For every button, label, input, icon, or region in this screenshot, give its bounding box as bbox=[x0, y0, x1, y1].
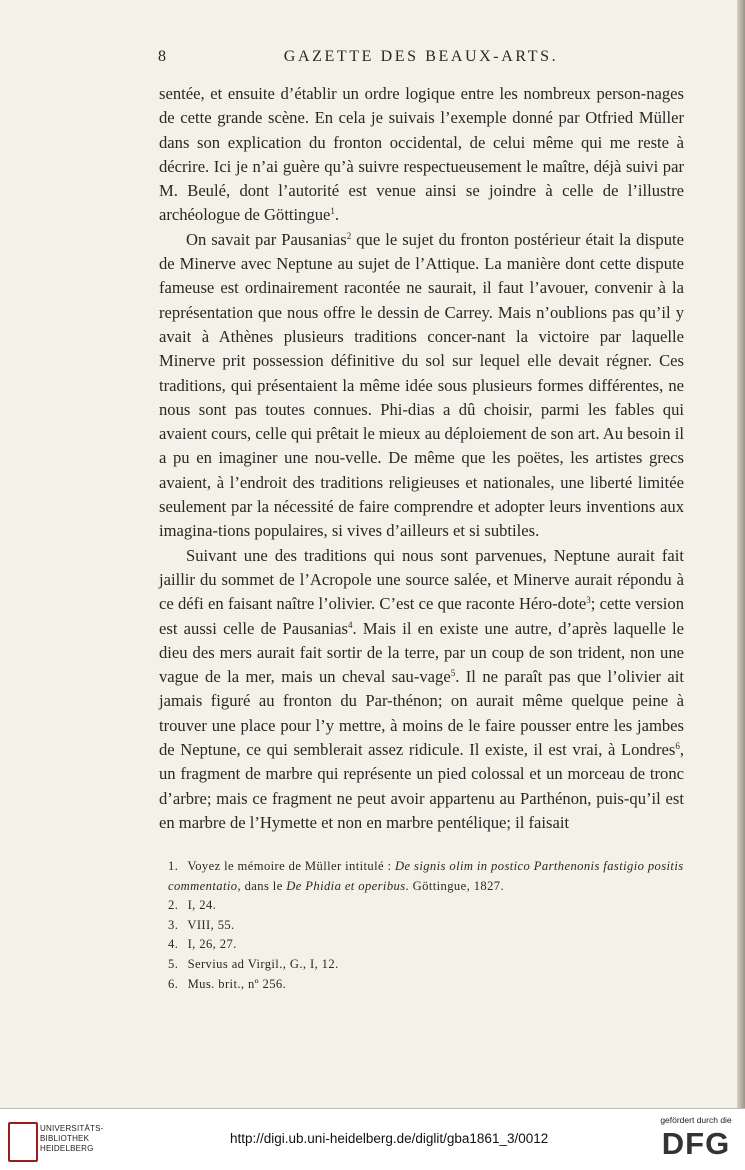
footnote-number: 3. bbox=[168, 917, 179, 932]
footer-bar bbox=[0, 1109, 745, 1170]
footnote bbox=[159, 975, 684, 995]
footnote bbox=[159, 916, 684, 936]
page-edge bbox=[737, 0, 745, 1108]
text-run: , un fragment de marbre qui représente un pied colossal et un morceau de tronc d’arbre; mais ce fragment ne peut avoir appartenu au Parthénon, puis-qu’il est en marbre de l’Hymette et non en marbre pentélique; il faisait bbox=[159, 740, 684, 832]
library-seal-icon bbox=[8, 1122, 38, 1162]
footnote-ref[interactable]: 5 bbox=[450, 668, 456, 679]
footnote-ref[interactable]: 6 bbox=[675, 741, 680, 752]
paragraph bbox=[159, 82, 684, 228]
paragraph bbox=[159, 228, 684, 544]
footnotes bbox=[159, 857, 684, 994]
footnote-text: I, 26, 27. bbox=[187, 937, 237, 952]
footnote-ref[interactable]: 4 bbox=[347, 619, 353, 630]
dfg-logo[interactable] bbox=[655, 1115, 737, 1165]
footnote-text: , dans le bbox=[237, 878, 287, 893]
library-name: UNIVERSITÄTS- BIBLIOTHEK HEIDELBERG bbox=[40, 1124, 104, 1153]
footnote bbox=[159, 935, 684, 955]
text-run: que le sujet du fronton postérieur était la dispute de Minerve avec Neptune au sujet de l’Attique. La manière dont cette dispute fameuse est ordinairement racontée ne saurait, il faut l’avouer, convenir à la représentation que nous offre le dessin de Carrey. Mais n’oublions pas qu’il y avait à Athènes plusieurs traditions concer-nant la victoire par laquelle Minerve prit possession définitive du sol sur lequel elle devait régner. Ces traditions, qui présentaient la même idée sous plusieurs formes différentes, ne nous sont pas toutes connues. Phi-dias a dû choisir, parmi les fables qui avaient cours, celle qui prêtait le mieux au déploiement de son art. Au besoin il a pu en imaginer une nou-velle. De même que les poëtes, les artistes grecs avaient, à l’endroit des traditions religieuses et nationales, une liberté limitée seulement par la nécessité de faire comprendre et adopter leurs inventions aux imagina-tions populaires, si vives d’ailleurs et si subtiles. bbox=[159, 229, 684, 541]
footnote-ref[interactable]: 1 bbox=[330, 206, 335, 217]
text-run: On savait par Pausanias bbox=[186, 229, 347, 249]
footnote-ref[interactable]: 2 bbox=[346, 230, 352, 241]
footnote-text: VIII, 55. bbox=[187, 917, 235, 932]
footnote-ref[interactable]: 3 bbox=[586, 595, 591, 606]
permalink-url[interactable]: http://digi.ub.uni-heidelberg.de/diglit/gba1861_3/0012 bbox=[230, 1131, 549, 1146]
footnote-number: 4. bbox=[168, 937, 179, 952]
body-text bbox=[159, 82, 684, 835]
footnote-text: Mus. brit., nº 256. bbox=[187, 976, 287, 991]
footnote-number: 6. bbox=[168, 976, 179, 991]
footnote-text: Servius ad Virgil., G., I, 12. bbox=[187, 956, 339, 971]
footnote-title: De signis olim in postico Parthenonis fastigio positis commentatio bbox=[168, 859, 684, 893]
footnote-text: I, 24. bbox=[187, 898, 217, 913]
paragraph bbox=[159, 544, 684, 836]
library-logo[interactable] bbox=[8, 1122, 118, 1164]
footnote bbox=[159, 955, 684, 975]
footnote-text: Voyez le mémoire de Müller intitulé : bbox=[187, 859, 395, 873]
footnote-number: 5. bbox=[168, 956, 179, 971]
text-run: . Il ne paraît pas que l’olivier ait jamais figuré au fronton du Par-thénon; on aurait même quelque peine à trouver une place pour l’y mettre, à moins de le faire pousser entre les jambes de Neptune, ce qui semblerait assez ridicule. Il existe, il est vrai, à Londres bbox=[159, 667, 684, 760]
funded-by-label: gefördert durch die bbox=[660, 1115, 732, 1125]
footnote-title: De Phidia et operibus bbox=[286, 878, 406, 893]
running-title: GAZETTE DES BEAUX-ARTS. bbox=[283, 48, 559, 65]
footnote-number: 1. bbox=[168, 859, 179, 873]
footnote-text: . Göttingue, 1827. bbox=[405, 878, 505, 893]
text-run: sentée, et ensuite d’établir un ordre logique entre les nombreux person-nages de cette grande scène. En cela je suivais l’exemple donné par Otfried Müller dans son explication du fronton occidental, de celui même qui me reste à décrire. Ici je n’ai guère qu’à suivre respectueusement le maître, déjà suivi par M. Beulé, dont l’autorité est venue ainsi se joindre à celle de l’illustre archéologue de Göttingue bbox=[159, 84, 684, 225]
running-header bbox=[158, 48, 684, 70]
page-number: 8 bbox=[158, 48, 168, 65]
text-run: . Mais il en existe une autre, d’après laquelle le dieu des mers aurait fait sortir de la terre, par un coup de son trident, non une vague de la mer, mais un cheval sau-vage bbox=[159, 618, 685, 687]
text-run: . bbox=[334, 205, 340, 225]
text-run: Suivant une des traditions qui nous sont parvenues, Neptune aurait fait jaillir du sommet de l’Acropole une source salée, et Minerve aurait répondu à ce défi en faisant naître l’olivier. C’est ce que raconte Héro-dote bbox=[159, 545, 684, 614]
dfg-mark: DFG bbox=[661, 1126, 731, 1161]
text-run: ; cette version est aussi celle de Pausanias bbox=[159, 594, 684, 638]
footnote bbox=[159, 896, 684, 916]
footnote-number: 2. bbox=[168, 898, 179, 913]
footnote bbox=[159, 857, 684, 896]
